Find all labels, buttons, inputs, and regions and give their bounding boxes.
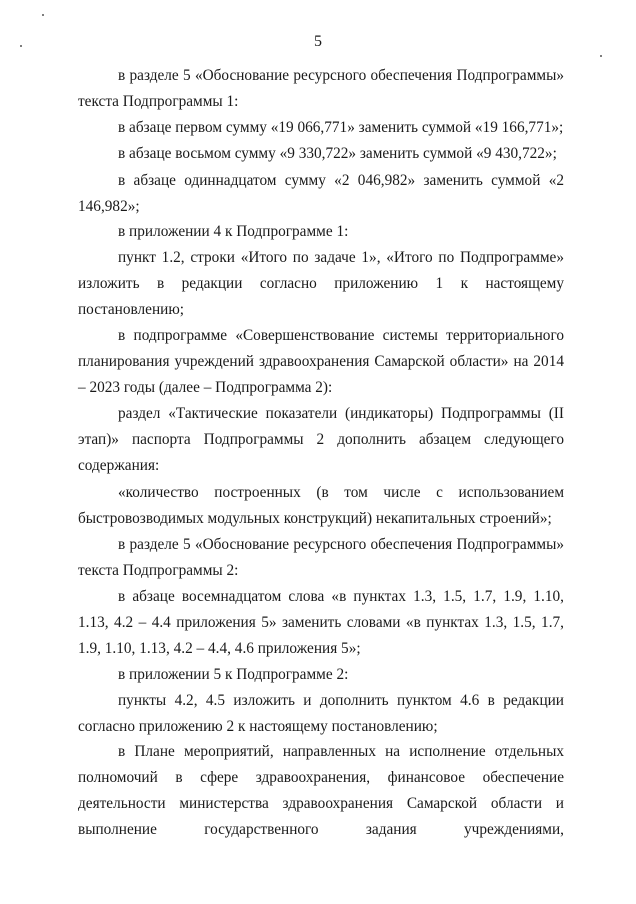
page-number: 5 — [314, 33, 322, 50]
paragraph: в разделе 5 «Обоснование ресурсного обеспечения Подпрограммы» текста Подпрограммы 1: — [78, 67, 564, 110]
scan-speck — [42, 14, 44, 16]
paragraph: в Плане мероприятий, направленных на исполнение отдельных полномочий в сфере здравоохранения, финансовое обеспечение деятельности министерства здравоохранения Самарской области и выполнение государственного задания учреждениями, — [78, 743, 564, 838]
paragraph: «количество построенных (в том числе с использованием быстровозводимых модульных конструкций) некапитальных строений»; — [78, 484, 564, 527]
paragraph: раздел «Тактические показатели (индикаторы) Подпрограммы (II этап)» паспорта Подпрограммы 2 дополнить абзацем следующего содержания: — [78, 405, 564, 474]
paragraph: в разделе 5 «Обоснование ресурсного обеспечения Подпрограммы» текста Подпрограммы 2: — [78, 536, 564, 579]
paragraph: в абзаце одиннадцатом сумму «2 046,982» заменить суммой «2 146,982»; — [78, 172, 564, 215]
scan-speck — [600, 55, 602, 57]
paragraph: в абзаце первом сумму «19 066,771» заменить суммой «19 166,771»; — [118, 119, 564, 136]
paragraph: в приложении 4 к Подпрограмме 1: — [118, 223, 349, 240]
paragraph: в приложении 5 к Подпрограмме 2: — [118, 666, 349, 683]
paragraph: в абзаце восьмом сумму «9 330,722» заменить суммой «9 430,722»; — [118, 145, 557, 162]
paragraph: пункт 1.2, строки «Итого по задаче 1», «Итого по Подпрограмме» изложить в редакции согласно приложению 1 к настоящему постановлению; — [78, 249, 564, 318]
paragraph: в подпрограмме «Совершенствование системы территориального планирования учреждений здравоохранения Самарской области» на 2014 – 2023 годы (далее – Подпрограмма 2): — [78, 327, 564, 396]
paragraph: в абзаце восемнадцатом слова «в пунктах 1.3, 1.5, 1.7, 1.9, 1.10, 1.13, 4.2 – 4.4 приложения 5» заменить словами «в пунктах 1.3, 1.5, 1.7, 1.9, 1.10, 1.13, 4.2 – 4.4, 4.6 приложения 5»; — [78, 588, 564, 657]
paragraph: пункты 4.2, 4.5 изложить и дополнить пунктом 4.6 в редакции согласно приложению 2 к настоящему постановлению; — [78, 692, 564, 735]
